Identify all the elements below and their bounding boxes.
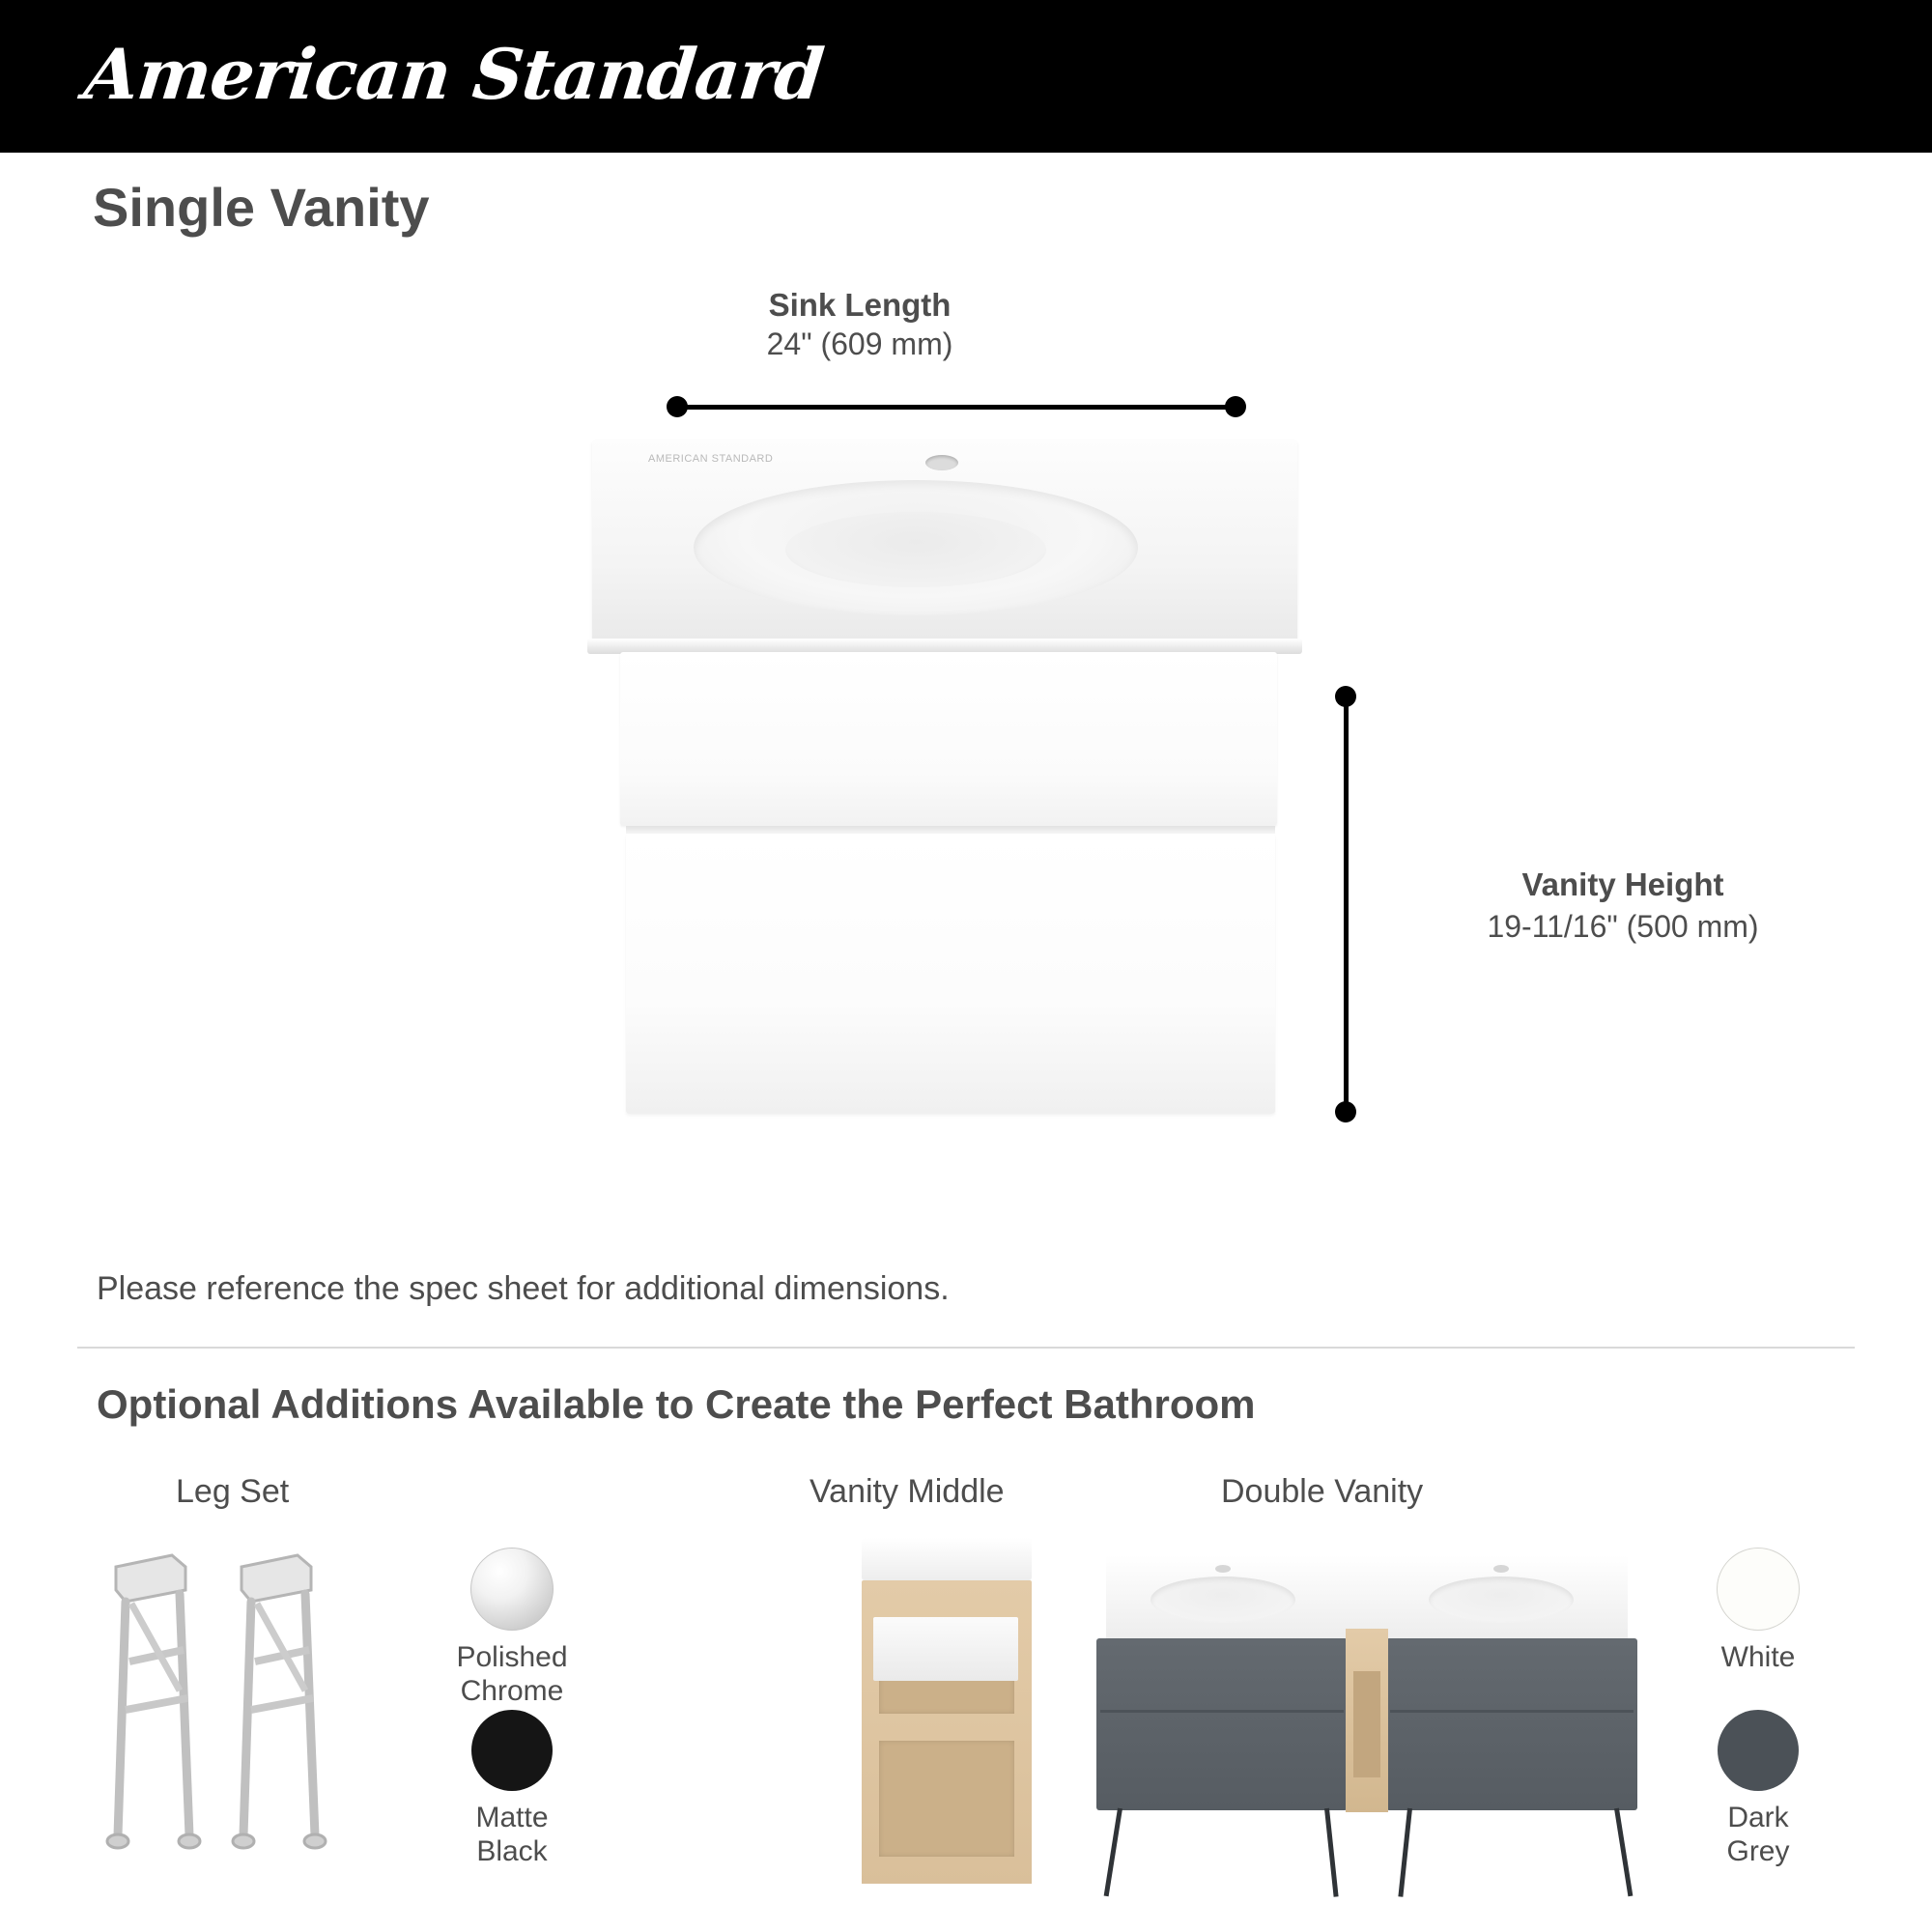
finish-label-line1: Polished	[456, 1641, 568, 1673]
vanity-height-dimension-line	[1335, 686, 1356, 1122]
double-vanity-left-cabinet	[1096, 1638, 1348, 1810]
dark-grey-swatch-icon	[1718, 1710, 1799, 1791]
vanity-middle-base	[862, 1884, 1032, 1897]
finish-option-polished-chrome[interactable]	[415, 1548, 609, 1709]
vanity-middle-top	[862, 1538, 1032, 1580]
color-option-dark-grey[interactable]	[1662, 1710, 1855, 1869]
leg-set-illustration	[97, 1546, 386, 1874]
vanity-upper-drawer	[620, 652, 1277, 826]
sink-length-dimension-line	[667, 396, 1246, 417]
spec-sheet-note: Please reference the spec sheet for additional dimensions.	[97, 1270, 950, 1307]
single-vanity-illustration	[580, 440, 1314, 1125]
vanity-middle-illustration	[850, 1538, 1043, 1897]
color-label-line1: Dark	[1727, 1802, 1789, 1833]
dimension-rule	[1344, 696, 1349, 1112]
matte-black-swatch-icon	[471, 1710, 553, 1791]
sink-length-value: 24" (609 mm)	[766, 327, 953, 362]
double-vanity-leg	[1398, 1808, 1412, 1897]
color-label-line2: Grey	[1726, 1835, 1790, 1868]
page-title: Single Vanity	[93, 177, 430, 238]
column-heading-leg-set: Leg Set	[176, 1473, 290, 1510]
brand-header	[0, 0, 1932, 153]
finish-label-line2: Black	[476, 1835, 548, 1868]
vanity-height-annotation	[1372, 865, 1874, 948]
vanity-lower-drawer	[626, 834, 1275, 1114]
sink-length-annotation	[628, 285, 1092, 365]
countertop-brandmark-icon: AMERICAN STANDARD	[648, 453, 774, 465]
finish-option-matte-black[interactable]	[415, 1710, 609, 1869]
double-vanity-right-basin	[1429, 1577, 1574, 1623]
column-heading-double-vanity: Double Vanity	[1221, 1473, 1424, 1510]
faucet-hole-icon	[925, 455, 958, 470]
faucet-hole-icon	[1493, 1565, 1509, 1573]
dimension-endpoint-dot-icon	[1335, 1101, 1356, 1122]
leg-set-icon	[97, 1546, 386, 1874]
color-option-white[interactable]	[1662, 1548, 1855, 1674]
double-vanity-right-cabinet	[1386, 1638, 1637, 1810]
cabinet-seam	[1100, 1710, 1344, 1713]
dimension-rule	[677, 405, 1236, 410]
double-vanity-leg	[1324, 1808, 1339, 1897]
vanity-countertop	[592, 440, 1297, 647]
double-vanity-left-basin	[1151, 1577, 1295, 1623]
column-heading-vanity-middle: Vanity Middle	[810, 1473, 1005, 1510]
vanity-height-label: Vanity Height	[1521, 867, 1724, 902]
double-vanity-illustration	[1096, 1555, 1637, 1903]
vanity-middle-drawer	[873, 1617, 1018, 1681]
faucet-hole-icon	[1215, 1565, 1231, 1573]
double-vanity-leg	[1614, 1808, 1633, 1897]
vanity-middle-lower-compartment	[879, 1741, 1014, 1857]
optional-additions-title: Optional Additions Available to Create the Perfect Bathroom	[97, 1381, 1256, 1427]
american-standard-logo: American Standard	[80, 33, 828, 115]
dimension-endpoint-dot-icon	[1225, 396, 1246, 417]
finish-label-line2: Chrome	[460, 1675, 564, 1708]
sink-length-label: Sink Length	[768, 287, 952, 323]
polished-chrome-swatch-icon	[470, 1548, 554, 1631]
cabinet-seam	[1390, 1710, 1634, 1713]
finish-label-line1: Matte	[475, 1802, 549, 1833]
white-swatch-icon	[1717, 1548, 1800, 1631]
sink-basin-bowl	[785, 512, 1046, 587]
color-label-line1: White	[1720, 1641, 1796, 1673]
drawer-seam	[626, 826, 1275, 834]
double-vanity-leg	[1104, 1808, 1122, 1897]
double-vanity-middle-shelf	[1353, 1671, 1380, 1777]
section-divider	[77, 1347, 1855, 1349]
vanity-height-value: 19-11/16" (500 mm)	[1487, 908, 1759, 944]
